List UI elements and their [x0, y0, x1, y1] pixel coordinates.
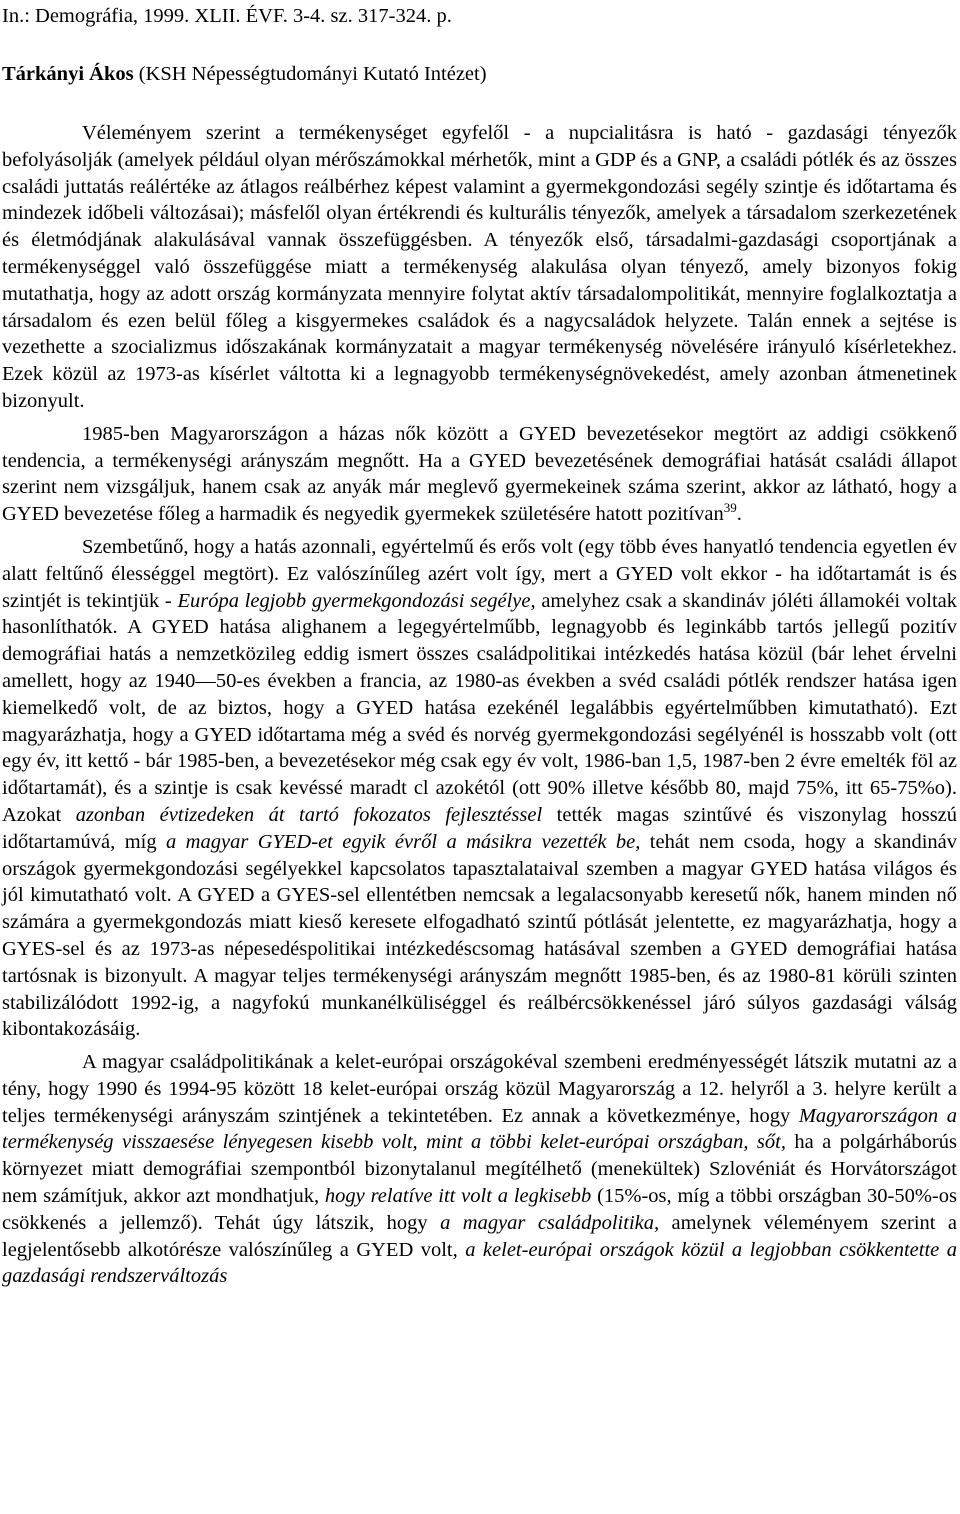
text-segment: A tényezők első, társadalmi-gazdasági csoportjának a termékenységgel való összefüggése miatt a termékenység alakulása olyan tényező, amely bizonyos fokig mutathatja, hogy az adott ország kormányzata mennyire folytat aktív társadalompolitikát, mennyire foglalkoztatja a társadalom és ezen belül főleg a kisgyermekes családok és a nagycsaládok helyzete. [2, 229, 957, 332]
text-segment: 1985-ben Magyarországon a házas nők között a GYED bevezetésekor megtört az addigi csökkenő tendencia, a termékenységi arányszám megnőtt. [2, 422, 957, 472]
paragraph [2, 534, 957, 1043]
emphasis-segment: a magyar családpolitika, [440, 1211, 660, 1234]
emphasis-segment: Magyarországon a termékenység visszaesése lényegesen kisebb volt, mint a többi kelet-európai országban, sőt, [2, 1104, 957, 1154]
author-name: Tárkányi Ákos [2, 63, 134, 85]
emphasis-segment: Európa legjobb gyermekgondozási segélye, [177, 589, 536, 612]
emphasis-segment: a kelet-európai országok közül a legjobban csökkentette a gazdasági rendszerváltozás [2, 1238, 957, 1288]
emphasis-segment: hogy relatíve itt volt a legkisebb [324, 1185, 592, 1208]
text-segment: (15%-os, míg a többi országban 30-50%-os csökkenés a jellemző). [2, 1185, 957, 1234]
article-body [2, 120, 957, 1290]
text-segment: A magyar családpolitikának a kelet-európai országokéval szembeni eredményességét látszik mutatni az a tény, hogy 1990 és 1994-95 között 18 kelet-európai ország közül Magyarország a 12. helyről a 3. helyre került a teljes termékenységi arányszám szintjének a tekintetében. [2, 1051, 957, 1127]
text-segment: Ez valószínűleg azért volt így, mert a GYED volt ekkor - ha időtartamát is és szintjét is tekintjük - [2, 562, 957, 612]
text-segment: Ezt magyarázhatja, hogy a GYED időtartama még a svéd és norvég gyermekgondozási segélyénél is hosszabb volt (ott egy év, itt kettő - bár 1985-ben, a bevezetésekor még csak egy év volt, 1986-ban 1,5, 1987-ben 2 évre emelték föl az időtartamát), és a szintje is csak kevéssé maradt cl azokétól (ott 90% illetve később 80, majd 75%, itt 65-75%o). [2, 696, 957, 800]
text-segment: Véleményem szerint a termékenységet egyfelől - a nupcialitásra is ható - gazdasági tényezők befolyásolják (amelyek például olyan mérőszámokkal mérhetők, mint a GDP és a GNP, a családi pótlék és az összes családi juttatás reálértéke az átlagos reálbérhez képest valamint a gyermekgondozási segély szintje és időtartama és mindezek időbeli változásai); másfelől olyan értékrendi és kulturális tényezők, amelyek a társadalom szerkezetének és életmódjának alakulásával vannak összefüggésben. [2, 122, 957, 252]
text-segment: Azokat [2, 803, 76, 826]
text-segment: Tehát úgy látszik, hogy [202, 1211, 441, 1234]
text-segment: Szembetűnő, hogy a hatás azonnali, egyértelmű és erős volt (egy több éves hanyatló tendencia egyetlen év alatt feltűnő élességgel megtört). [2, 535, 957, 585]
footnote-marker: 39 [723, 500, 737, 516]
text-segment: amelyhez csak a skandináv jóléti államokéi voltak hasonlíthatók. [2, 589, 957, 639]
text-segment: A GYED a GYES-sel ellentétben nemcsak a legalacsonyabb keresetű nők, hanem minden nő számára a gyermekgondozás miatt kieső keresete elfogadható szintű pótlását jelentette, ez magyarázhatja, hogy a GYES-sel és az 1973-as népesedéspolitikai intézkedéscsomag hatásával szemben a GYED demográfiai hatása tartósnak is bizonyult. [2, 884, 957, 987]
author-affiliation: (KSH Népességtudományi Kutató Intézet) [133, 63, 487, 85]
emphasis-segment: azonban évtizedeken át tartó fokozatos fejlesztéssel [75, 803, 543, 826]
text-segment: Talán ennek a sejtése is vezethette a szocializmus időszakának kormányzatait a magyar termékenység növelésére irányuló kísérletekhez. [2, 309, 957, 359]
text-segment: A GYED hatása alighanem a legegyértelműbb, legnagyobb és leginkább tartós jellegű pozitív demográfiai hatás a nemzetközileg eddig ismert összes családpolitikai intézkedés hatása közül (bár lehet érvelni amellett, hogy az 1940—50-es években a francia, az 1980-as években a svéd családi pótlék rendszer hatása igen kiemelkedő volt, de az biztos, hogy a GYED hatása ezekénél legalábbis egyértelműbben kimutatható). [2, 616, 957, 719]
text-segment: tehát nem csoda, hogy a skandináv országok gyermekgondozási segélyekkel kapcsolatos tapasztalataival szemben a magyar GYED hatása világos és jól kimutatható volt. [2, 830, 957, 907]
source-citation: In.: Demográfia, 1999. XLII. ÉVF. 3-4. sz. 317-324. p. [2, 5, 452, 27]
paragraph [2, 421, 957, 528]
text-segment: amelynek véleményem szerint a legjelentősebb alkotórésze valószínűleg a GYED volt, [2, 1211, 957, 1261]
text-segment: A magyar teljes termékenységi arányszám megnőtt 1985-ben, és az 1980-81 körüli szinten stabilizálódott 1992-ig, a nagyfokú munkanélküliséggel és reálbércsökkenéssel járó súlyos gazdasági válság kibontakozásáig. [2, 964, 957, 1041]
text-segment: tették magas szintűvé és viszonylag hosszú időtartamúvá, míg [2, 803, 958, 853]
text-segment: Ezek közül az 1973-as kísérlet váltotta ki a legnagyobb termékenységnövekedést, amely azonban átmenetinek bizonyult. [2, 363, 957, 412]
author-line [2, 62, 487, 86]
text-segment: Ez annak a következménye, hogy [492, 1104, 799, 1127]
text-segment: ha a polgárháborús környezet miatt demográfiai szempontból bizonytalanul megítélhető (menekültek) Szlovéniát és Horvátországot nem számítjuk, akkor azt mondhatjuk, [2, 1131, 957, 1208]
paragraph [2, 120, 957, 415]
text-segment: Ha a GYED bevezetésének demográfiai hatását családi állapot szerint nem vizsgáljuk, hanem csak az anyák már meglevő gyermekeinek száma szerint, akkor az látható, hogy a GYED bevezetése főleg a harmadik és negyedik gyermekek születésére hatott pozitívan [2, 449, 957, 526]
paragraph [2, 1049, 957, 1290]
emphasis-segment: a magyar GYED-et egyik évről a másikra vezették be, [166, 830, 641, 853]
text-segment: . [736, 503, 742, 526]
